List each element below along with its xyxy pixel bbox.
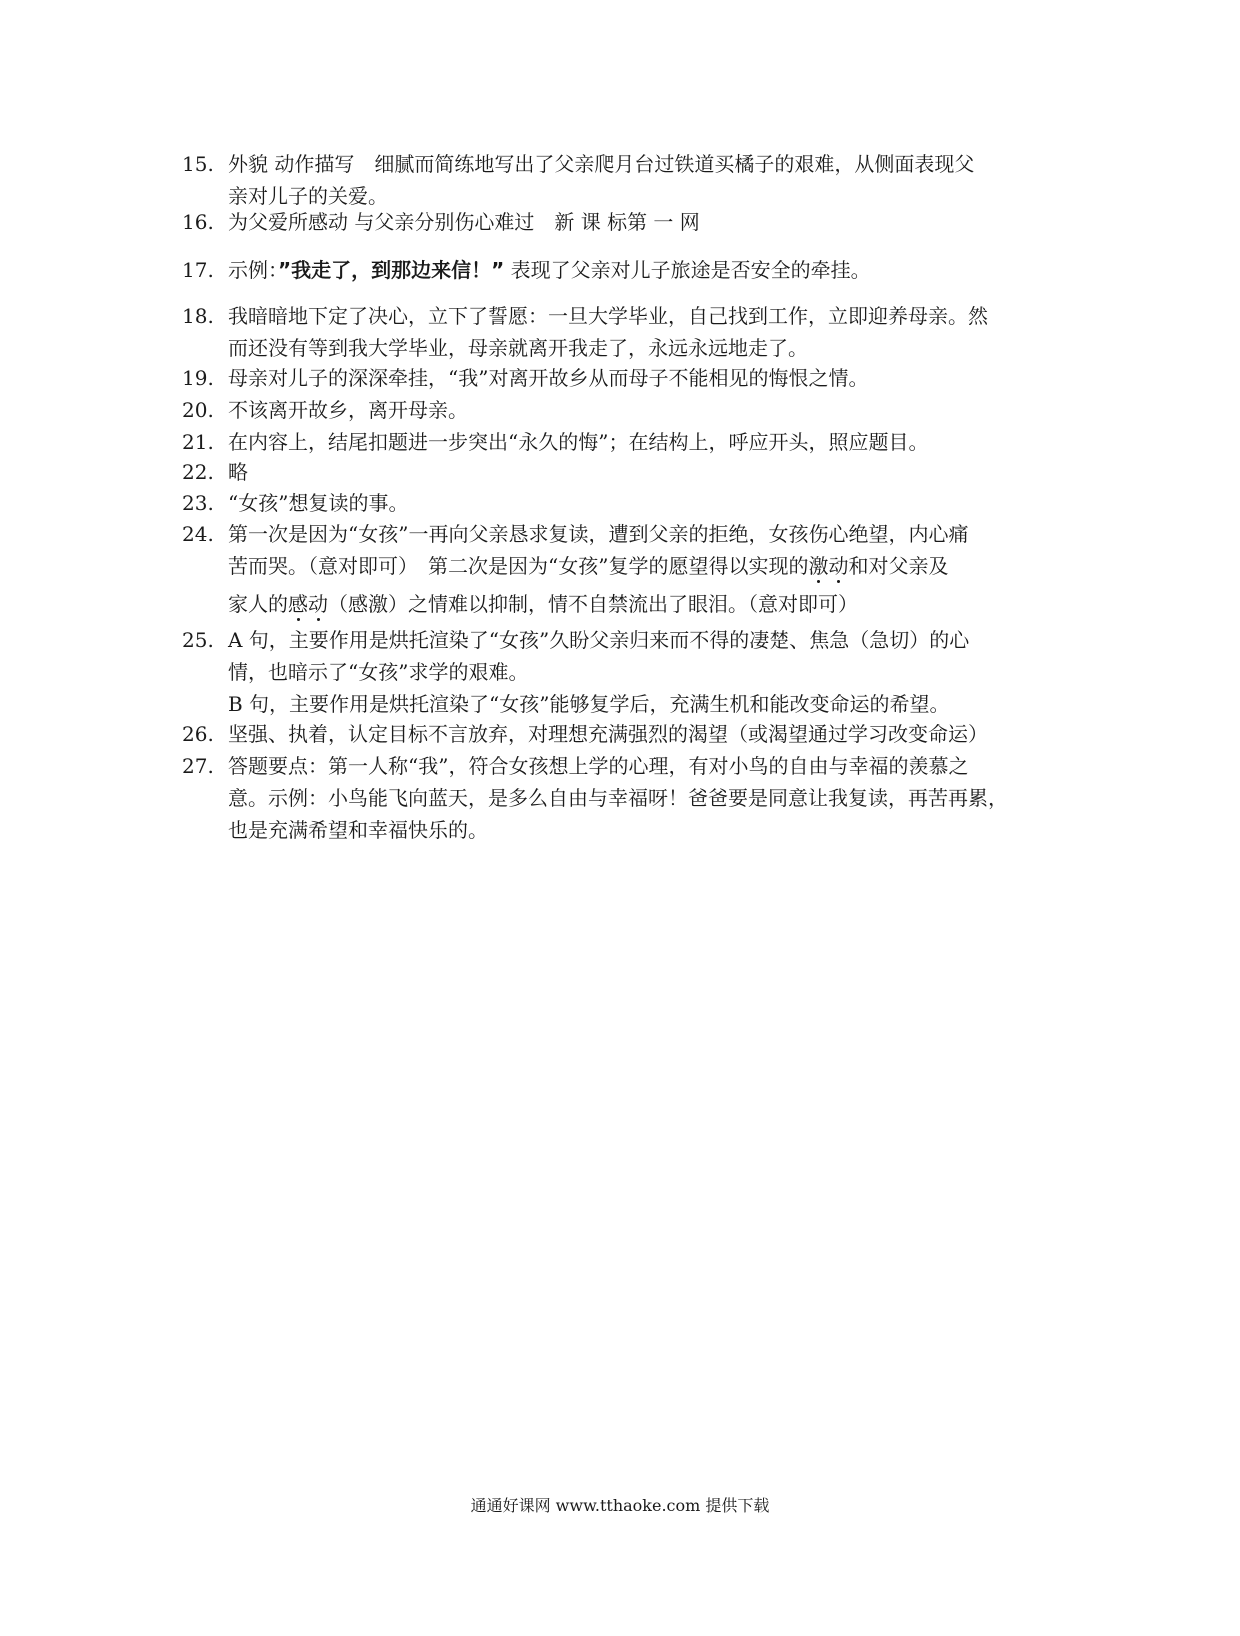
answer-line: 外貌 动作描写 细腻而简练地写出了父亲爬月台过铁道买橘子的艰难，从侧面表现父 [228,152,975,176]
answer-line [228,550,1042,582]
answer-number: 17. [182,258,214,282]
answer-line: 意。示例：小鸟能飞向蓝天，是多么自由与幸福呀！爸爸要是同意让我复读，再苦再累， [228,786,1008,810]
answer-18 [182,300,1042,364]
answer-15 [182,148,1042,212]
answer-line: 坚强、执着，认定目标不言放弃，对理想充满强烈的渴望（或渴望通过学习改变命运） [228,722,988,746]
answer-line: 略 [228,460,248,484]
dotted-char: 激 [808,554,829,578]
answer-line: 为父爱所感动 与父亲分别伤心难过 新 课 标第 一 网 [228,210,700,234]
answer-line: 我暗暗地下定了决心，立下了誓愿：一旦大学毕业，自己找到工作，立即迎养母亲。然 [228,304,988,328]
answer-line: 也是充满希望和幸福快乐的。 [228,818,488,842]
answer-number: 22. [182,460,214,484]
answer-line: 不该离开故乡，离开母亲。 [228,398,468,422]
answer-line: 答题要点：第一人称“我”，符合女孩想上学的心理，有对小鸟的自由与幸福的羡慕之 [228,754,969,778]
quoted-speech: ”我走了，到那边来信！” [278,258,505,282]
answer-19 [182,362,1042,394]
answer-27 [182,750,1042,846]
answer-line: 而还没有等到我大学毕业，母亲就离开我走了，永远永远地走了。 [228,336,808,360]
answer-line [228,254,1042,286]
answer-line: 亲对儿子的关爱。 [228,184,388,208]
answer-line: 母亲对儿子的深深牵挂，“我”对离开故乡从而母子不能相见的悔恨之情。 [228,366,869,390]
answer-number: 24. [182,522,214,546]
dotted-char: 动 [828,554,849,578]
answer-text: （感激）之情难以抑制，情不自禁流出了眼泪。（意对即可） [328,592,858,616]
answer-line: 第一次是因为“女孩”一再向父亲恳求复读，遭到父亲的拒绝，女孩伤心绝望，内心痛 [228,522,969,546]
dotted-char: 动 [308,592,328,616]
answer-line: A 句，主要作用是烘托渲染了“女孩”久盼父亲归来而不得的凄楚、焦急（急切）的心 [228,628,970,652]
answer-line: B 句，主要作用是烘托渲染了“女孩”能够复学后，充满生机和能改变命运的希望。 [228,692,950,716]
answer-number: 19. [182,366,214,390]
answer-23 [182,487,1042,519]
answer-number: 27. [182,754,214,778]
answer-number: 18. [182,304,214,328]
answer-22 [182,456,1042,488]
answer-number: 23. [182,491,214,515]
emphasis-dotted-word [288,592,328,616]
answer-line: 在内容上，结尾扣题进一步突出“永久的悔”；在结构上，呼应开头，照应题目。 [228,430,929,454]
answer-line: “女孩”想复读的事。 [228,491,409,515]
emphasis-dotted-word [808,554,848,578]
answer-number: 21. [182,430,214,454]
answer-number: 16. [182,210,214,234]
answer-17 [182,254,1042,286]
answer-25 [182,624,1042,720]
answer-number: 15. [182,152,214,176]
dotted-char: 感 [288,592,308,616]
answer-number: 25. [182,628,214,652]
answer-prefix: 示例： [228,258,278,282]
answer-20 [182,394,1042,426]
answer-21 [182,426,1042,458]
answer-text: 和对父亲及 [848,554,949,578]
answer-26 [182,718,1042,750]
answer-suffix: 表现了父亲对儿子旅途是否安全的牵挂。 [510,258,871,282]
answer-line: 情，也暗示了“女孩”求学的艰难。 [228,660,529,684]
answer-16 [182,206,1042,238]
answer-text: 苦而哭。（意对即可） 第二次是因为“女孩”复学的愿望得以实现的 [228,554,809,578]
answer-number: 26. [182,722,214,746]
answer-text: 家人的 [228,592,288,616]
answer-line [228,588,1042,620]
answer-number: 20. [182,398,214,422]
answer-24 [182,518,1042,620]
page-footer: 通通好课网 www.tthaoke.com 提供下载 [470,1496,770,1515]
